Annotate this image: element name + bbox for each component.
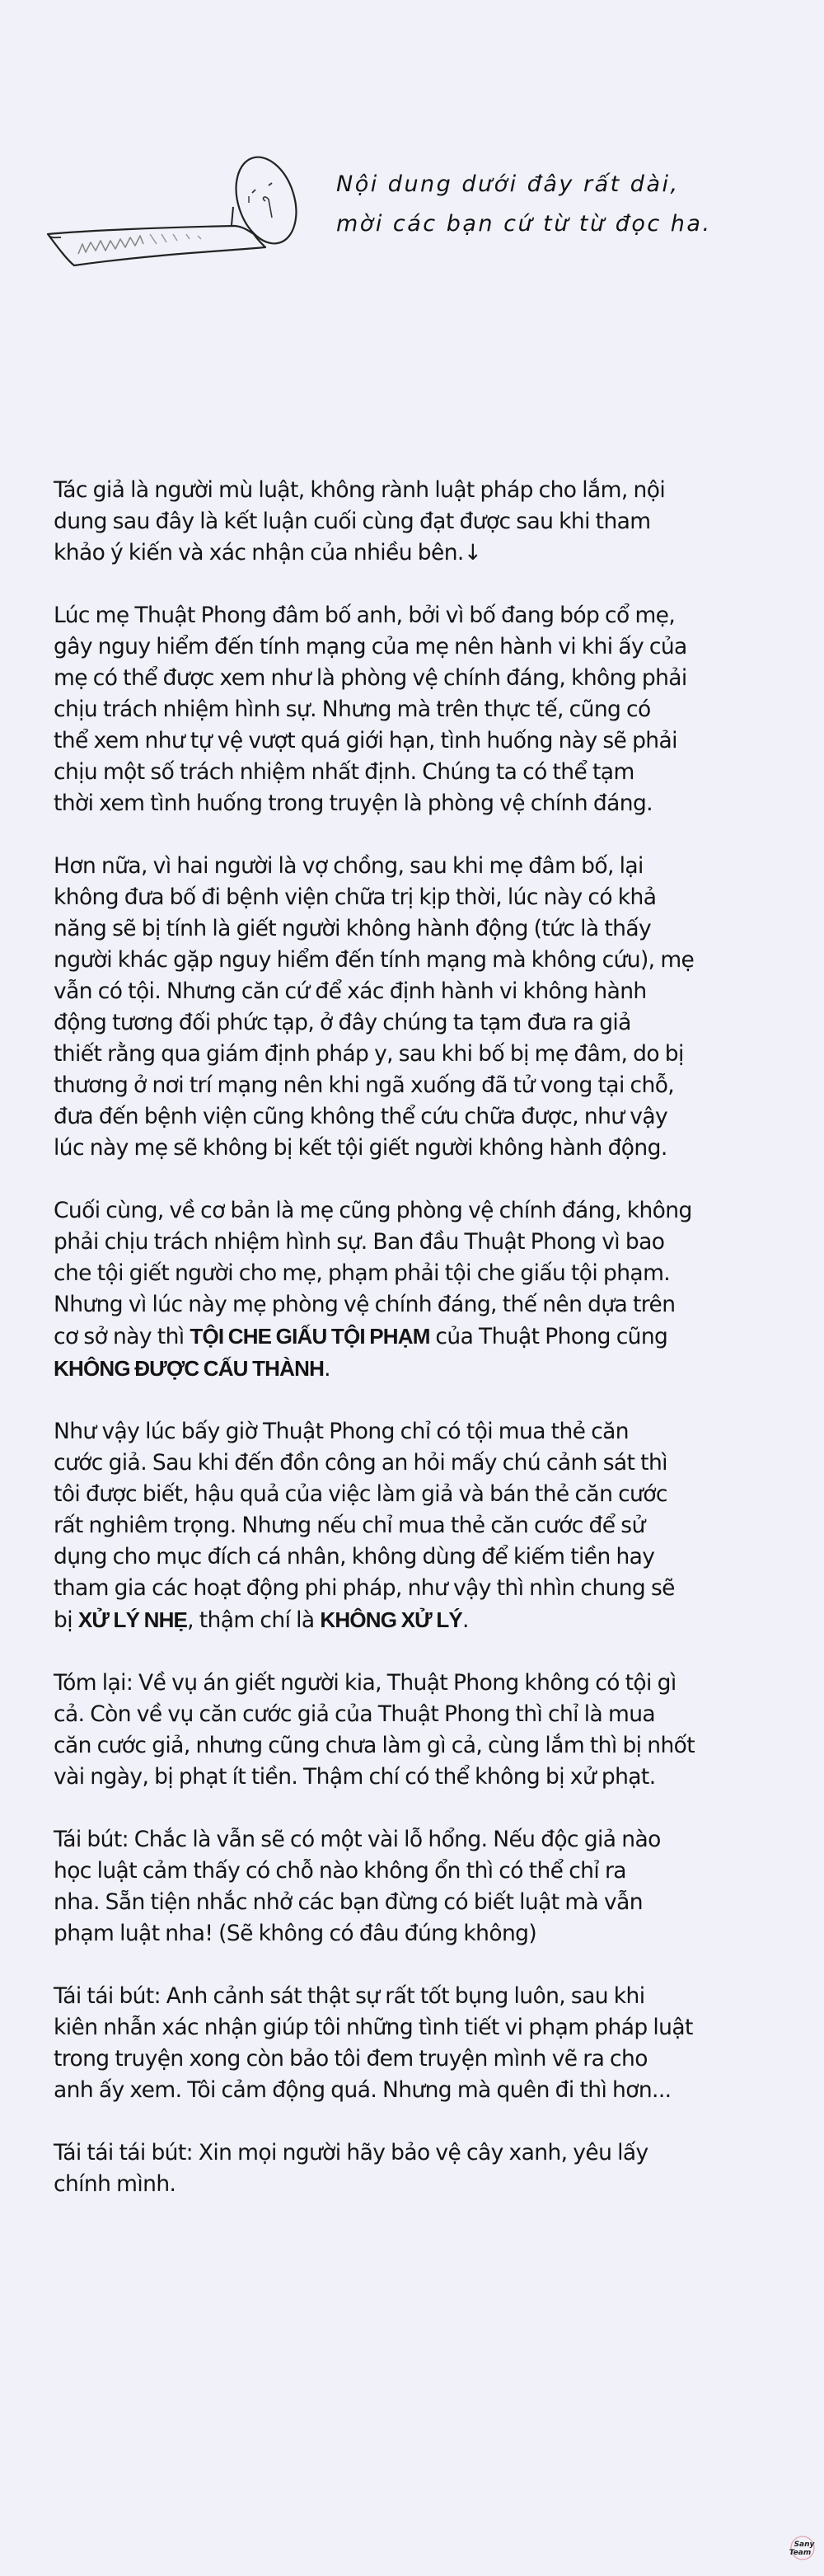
- paragraph-line: [54, 1227, 795, 1258]
- emphasized-text: TỘI CHE GIẤU TỘI PHẠM: [190, 1324, 430, 1349]
- text-segment: Tác giả là người mù luật, không rành luật pháp cho lắm, nội: [54, 477, 666, 503]
- text-segment: che tội giết người cho mẹ, phạm phải tội che giấu tội phạm.: [54, 1260, 671, 1286]
- paragraph-line: [54, 882, 795, 913]
- article-paragraph: [54, 600, 795, 819]
- text-segment: bị: [54, 1607, 78, 1633]
- text-segment: thể xem như tự vệ vượt quá giới hạn, tình huống này sẽ phải: [54, 728, 677, 753]
- paragraph-line: [54, 788, 795, 819]
- paragraph-line: [54, 976, 795, 1007]
- sany-team-watermark-logo-icon: [784, 2531, 819, 2565]
- paragraph-line: [54, 600, 795, 631]
- paragraph-line: [54, 1887, 795, 1918]
- text-segment: cước giả. Sau khi đến đồn công an hỏi mấy chú cảnh sát thì: [54, 1450, 667, 1476]
- text-segment: thiết rằng qua giám định pháp y, sau khi bố bị mẹ đâm, do bị: [54, 1041, 684, 1067]
- legal-explanation-article: [54, 475, 795, 2231]
- paragraph-line: [54, 1007, 795, 1039]
- paragraph-line: [54, 1668, 795, 1699]
- paragraph-line: [54, 2137, 795, 2169]
- article-paragraph: [54, 475, 795, 569]
- text-segment: kiên nhẫn xác nhận giúp tôi những tình tiết vi phạm pháp luật: [54, 2015, 693, 2040]
- text-segment: đưa đến bệnh viện cũng không thể cứu chữa được, như vậy: [54, 1104, 668, 1129]
- text-segment: học luật cảm thấy có chỗ nào không ổn thì có thể chỉ ra: [54, 1858, 626, 1884]
- text-segment: chính mình.: [54, 2171, 176, 2197]
- emphasized-text: KHÔNG ĐƯỢC CẤU THÀNH: [54, 1356, 325, 1381]
- text-segment: chịu một số trách nhiệm nhất định. Chúng ta có thể tạm: [54, 759, 634, 785]
- text-segment: .: [461, 1607, 469, 1633]
- text-segment: năng sẽ bị tính là giết người không hành động (tức là thấy: [54, 916, 652, 941]
- text-segment: rất nghiêm trọng. Nhưng nếu chỉ mua thẻ căn cước để sử: [54, 1513, 645, 1538]
- paragraph-line: [54, 1039, 795, 1070]
- paragraph-line: [54, 506, 795, 537]
- text-segment: anh ấy xem. Tôi cảm động quá. Nhưng mà quên đi thì hơn...: [54, 2077, 672, 2103]
- paragraph-line: [54, 631, 795, 663]
- paragraph-line: [54, 1918, 795, 1950]
- text-segment: tham gia các hoạt động phi pháp, như vậy thì nhìn chung sẽ: [54, 1575, 675, 1601]
- article-paragraph: [54, 2137, 795, 2200]
- text-segment: người khác gặp nguy hiểm đến tính mạng mà không cứu), mẹ: [54, 947, 695, 973]
- article-paragraph: [54, 1668, 795, 1793]
- paragraph-line: [54, 694, 795, 725]
- paragraph-line: [54, 725, 795, 757]
- paragraph-line: [54, 1981, 795, 2012]
- text-segment: Tái tái tái bút: Xin mọi người hãy bảo vệ cây xanh, yêu lấy: [54, 2140, 648, 2165]
- text-segment: mẹ có thể được xem như là phòng vệ chính đáng, không phải: [54, 665, 687, 691]
- text-segment: vẫn có tội. Nhưng căn cứ để xác định hành vi không hành: [54, 978, 647, 1004]
- paragraph-line: [54, 1289, 795, 1321]
- paragraph-line: [54, 1573, 795, 1604]
- text-segment: Tóm lại: Về vụ án giết người kia, Thuật Phong không có tội gì: [54, 1670, 677, 1696]
- paragraph-line: [54, 2169, 795, 2200]
- text-segment: không đưa bố đi bệnh viện chữa trị kịp thời, lúc này có khả: [54, 884, 657, 910]
- emphasized-text: KHÔNG XỬ LÝ: [320, 1607, 462, 1632]
- svg-text:Team: Team: [789, 2549, 812, 2557]
- text-segment: .: [324, 1356, 330, 1382]
- paragraph-line: [54, 1479, 795, 1510]
- paragraph-line: [54, 2075, 795, 2106]
- paragraph-line: [54, 1258, 795, 1289]
- paragraph-line: [54, 945, 795, 976]
- paragraph-line: [54, 1101, 795, 1133]
- text-segment: Lúc mẹ Thuật Phong đâm bố anh, bởi vì bố đang bóp cổ mẹ,: [54, 603, 676, 628]
- text-segment: cả. Còn về vụ căn cước giả của Thuật Phong thì chỉ là mua: [54, 1701, 656, 1727]
- text-segment: nha. Sẵn tiện nhắc nhở các bạn đừng có biết luật mà vẫn: [54, 1889, 643, 1915]
- paragraph-line: [54, 2043, 795, 2075]
- text-segment: cơ sở này thì: [54, 1324, 190, 1349]
- article-paragraph: [54, 1195, 795, 1385]
- text-segment: khảo ý kiến và xác nhận của nhiều bên.↓: [54, 540, 482, 565]
- emphasized-text: XỬ LÝ NHẸ: [77, 1607, 188, 1632]
- paragraph-line: [54, 537, 795, 569]
- text-segment: Như vậy lúc bấy giờ Thuật Phong chỉ có tội mua thẻ căn: [54, 1419, 630, 1444]
- text-segment: dung sau đây là kết luận cuối cùng đạt được sau khi tham: [54, 509, 651, 534]
- paragraph-line: [54, 1824, 795, 1856]
- text-segment: tôi được biết, hậu quả của việc làm giả và bán thẻ căn cước: [54, 1481, 667, 1507]
- paragraph-line: [54, 2012, 795, 2043]
- paragraph-line: [54, 851, 795, 882]
- paragraph-line: [54, 1448, 795, 1479]
- text-segment: Nhưng vì lúc này mẹ phòng vệ chính đáng, thế nên dựa trên: [54, 1292, 676, 1317]
- paragraph-line: [54, 1856, 795, 1887]
- paragraph-line: [54, 1604, 795, 1636]
- paragraph-line: [54, 1070, 795, 1101]
- text-segment: Cuối cùng, về cơ bản là mẹ cũng phòng vệ chính đáng, không: [54, 1198, 692, 1223]
- text-segment: dụng cho mục đích cá nhân, không dùng để kiếm tiền hay: [54, 1544, 655, 1570]
- paragraph-line: [54, 1699, 795, 1730]
- text-segment: , thậm chí là: [187, 1607, 321, 1633]
- paragraph-line: [54, 913, 795, 945]
- text-segment: thời xem tình huống trong truyện là phòng vệ chính đáng.: [54, 791, 653, 816]
- long-content-notice: [336, 165, 798, 244]
- text-segment: vài ngày, bị phạt ít tiền. Thậm chí có thể không bị xử phạt.: [54, 1764, 656, 1790]
- paragraph-line: [54, 1321, 795, 1353]
- paragraph-line: [54, 663, 795, 694]
- paragraph-line: [54, 1416, 795, 1448]
- paragraph-line: [54, 1541, 795, 1573]
- paragraph-line: [54, 757, 795, 788]
- paragraph-line: [54, 475, 795, 506]
- text-segment: động tương đối phức tạp, ở đây chúng ta tạm đưa ra giả: [54, 1010, 631, 1035]
- text-segment: phạm luật nha! (Sẽ không có đâu đúng không): [54, 1921, 537, 1946]
- text-segment: của Thuật Phong cũng: [429, 1324, 668, 1349]
- paragraph-line: [54, 1730, 795, 1762]
- text-segment: chịu trách nhiệm hình sự. Nhưng mà trên thực tế, cũng có: [54, 697, 651, 722]
- article-paragraph: [54, 1981, 795, 2106]
- paragraph-line: [54, 1762, 795, 1793]
- text-segment: lúc này mẹ sẽ không bị kết tội giết người không hành động.: [54, 1135, 667, 1161]
- text-segment: Tái bút: Chắc là vẫn sẽ có một vài lỗ hổng. Nếu độc giả nào: [54, 1827, 661, 1852]
- article-paragraph: [54, 1824, 795, 1950]
- paragraph-line: [54, 1353, 795, 1385]
- article-paragraph: [54, 851, 795, 1164]
- tired-character-doodle-icon: [33, 148, 313, 289]
- paragraph-line: [54, 1195, 795, 1227]
- text-segment: Tái tái bút: Anh cảnh sát thật sự rất tốt bụng luôn, sau khi: [54, 1983, 645, 2009]
- paragraph-line: [54, 1510, 795, 1541]
- text-segment: thương ở nơi trí mạng nên khi ngã xuống đã tử vong tại chỗ,: [54, 1072, 675, 1098]
- notice-line: mời các bạn cứ từ từ đọc ha.: [336, 211, 712, 237]
- notice-line: Nội dung dưới đây rất dài,: [336, 171, 680, 197]
- paragraph-line: [54, 1133, 795, 1164]
- text-segment: trong truyện xong còn bảo tôi đem truyện mình vẽ ra cho: [54, 2046, 648, 2072]
- text-segment: gây nguy hiểm đến tính mạng của mẹ nên hành vi khi ấy của: [54, 634, 687, 659]
- text-segment: phải chịu trách nhiệm hình sự. Ban đầu Thuật Phong vì bao: [54, 1229, 665, 1255]
- article-paragraph: [54, 1416, 795, 1636]
- text-segment: căn cước giả, nhưng cũng chưa làm gì cả, cùng lắm thì bị nhốt: [54, 1733, 695, 1758]
- svg-text:Sany: Sany: [794, 2541, 815, 2549]
- text-segment: Hơn nữa, vì hai người là vợ chồng, sau khi mẹ đâm bố, lại: [54, 853, 644, 879]
- intro-header: [0, 124, 824, 289]
